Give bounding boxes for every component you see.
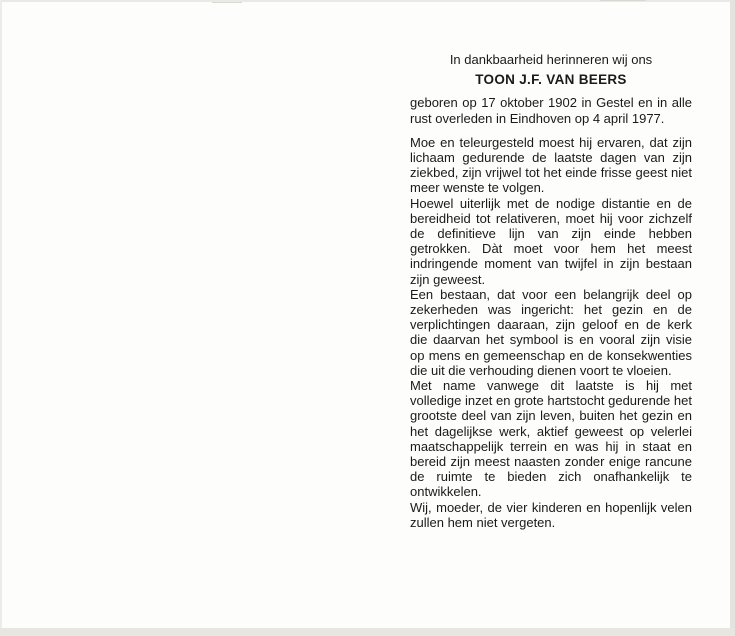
text-paragraph: Een bestaan, dat voor een belangrijk deel op zekerheden was ingericht: het gezin en de verplichtingen daaraan, zijn geloof en de kerk die daarvan het symbool is en vooral zijn visie op mens en gemeenschap en de konsekwenties die uit die verhouding dienen voort te vloeien.	[410, 286, 692, 378]
card-right-edge	[730, 0, 735, 636]
card-bottom-edge	[0, 628, 735, 636]
card-left-edge	[0, 0, 2, 636]
birth-death-paragraph: geboren op 17 oktober 1902 in Gestel en in alle rust overleden in Eindhoven op 4 april 1977.	[410, 95, 692, 126]
paper-mark	[212, 2, 242, 3]
text-paragraph: Met name vanwege dit laatste is hij met volledige inzet en grote hartstocht gedurende het grootste deel van zijn leven, buiten het gezin en het dagelijkse werk, aktief geweest op velerlei maatschappelijk terrein en was hij in staat en bereid zijn meest naasten zonder enige rancune de ruimte te bieden zich onafhankelijk te ontwikkelen.	[410, 378, 692, 500]
deceased-name: TOON J.F. VAN BEERS	[475, 72, 627, 88]
text-paragraph: Moe en teleurgesteld moest hij ervaren, dat zijn lichaam gedurende de laatste dagen van zijn ziekbed, zijn vrijwel tot het einde frisse geest niet meer wenste te volgen.	[410, 134, 692, 196]
text-paragraph: Hoewel uiterlijk met de nodige distantie en de bereidheid tot relativeren, moet hij voor zichzelf de definitieve lijn van zijn einde hebben getrokken. Dàt moet voor hem het meest indringende moment van twijfel in zijn bestaan zijn geweest.	[410, 195, 692, 287]
paper-mark	[600, 0, 646, 1]
intro-line: In dankbaarheid herinneren wij ons	[449, 52, 653, 67]
memorial-text	[410, 52, 692, 530]
closing-paragraph: Wij, moeder, de vier kinderen en hopenlijk velen zullen hem niet vergeten.	[410, 499, 692, 530]
